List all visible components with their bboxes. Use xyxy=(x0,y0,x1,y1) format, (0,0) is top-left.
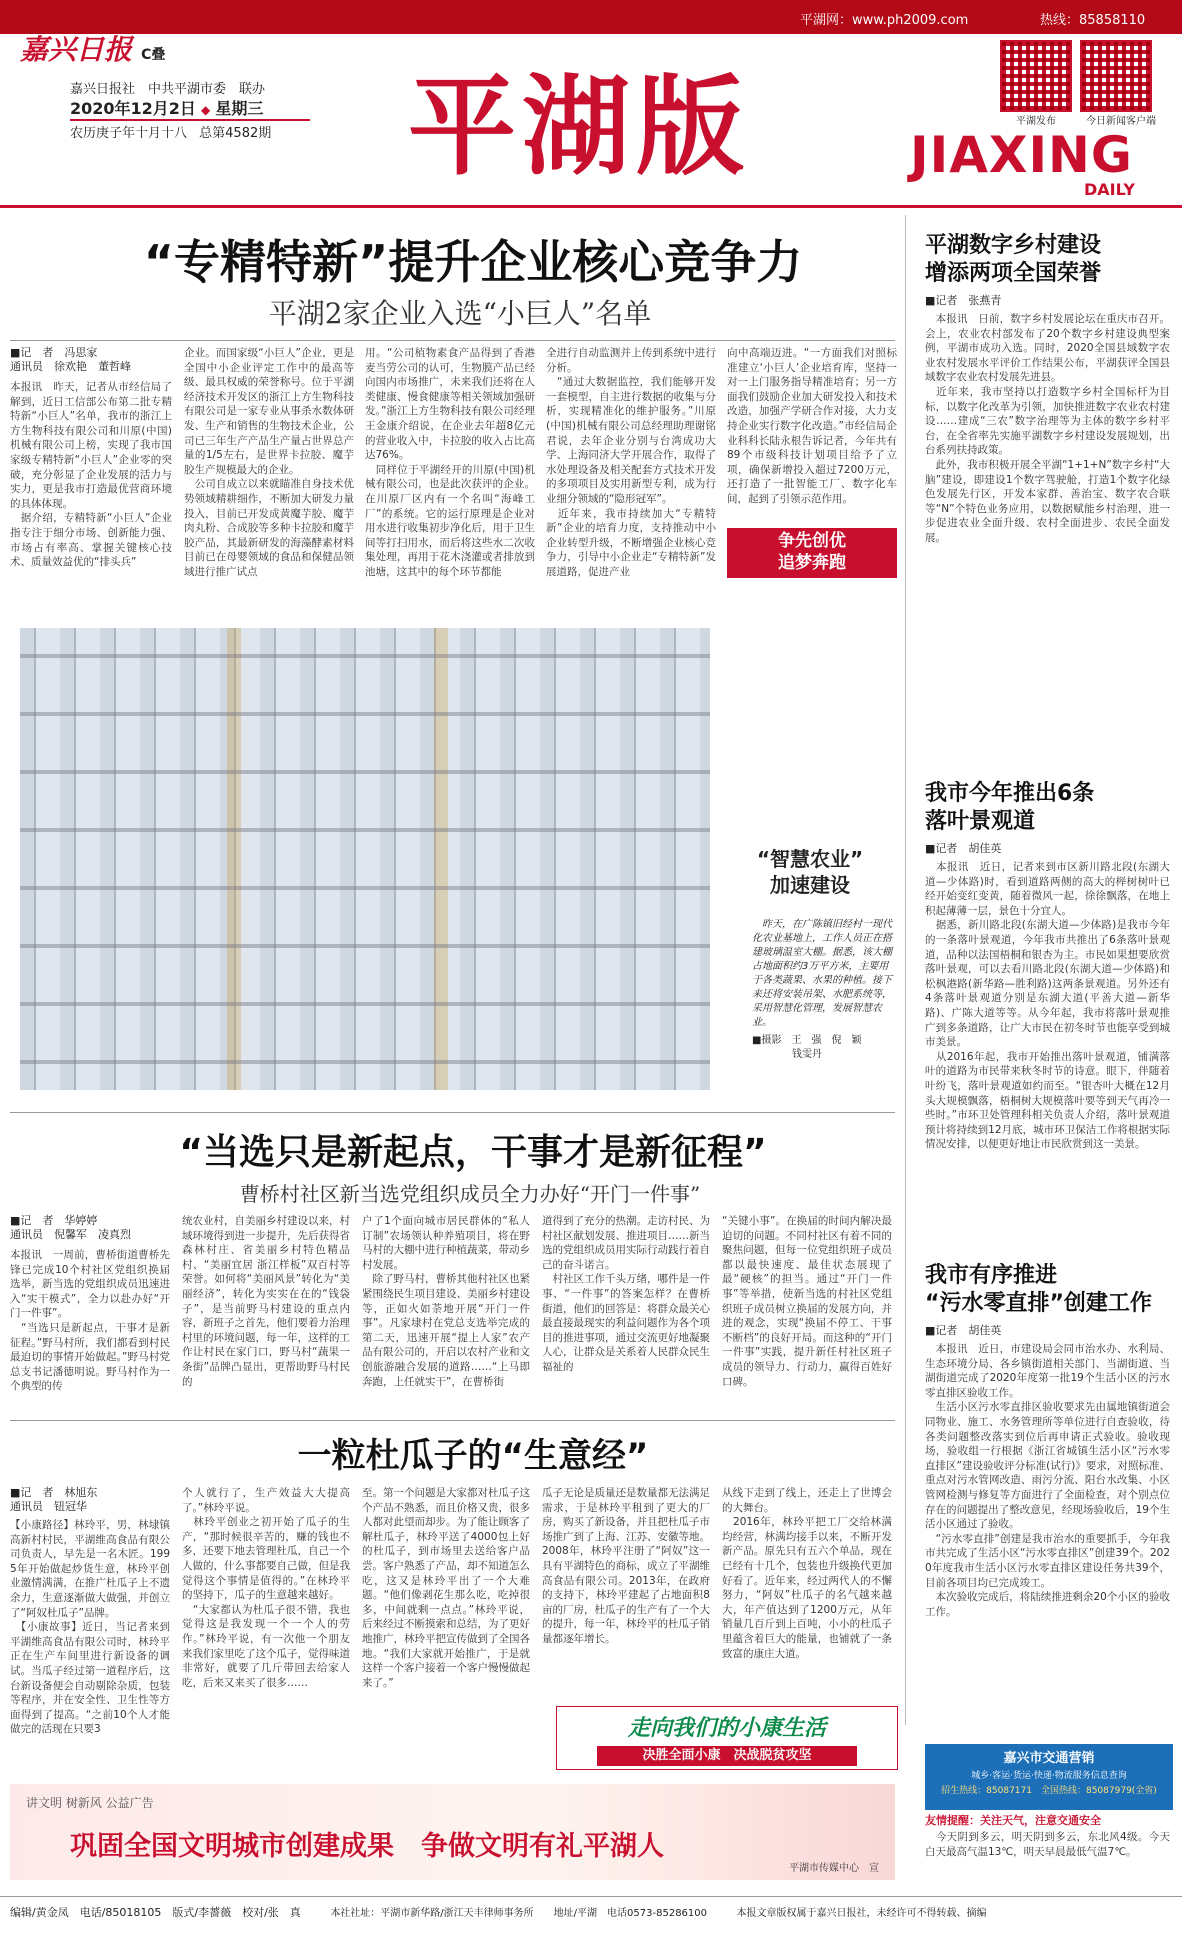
diamond-icon: ◆ xyxy=(201,103,211,117)
issue-number: 总第4582期 xyxy=(199,126,272,141)
second-col-3: 户了1个面向城市居民群体的“私人订制”农场领认种养殖项目，将在野马村的大棚中进行种植蔬菜，带动乡村发展。 除了野马村，曹桥其他村社区也紧紧围绕民生项目建设、美丽乡村建设等，正如火如荼地开展“开门一件事”。凡家埭村在党总支选举完成的第二天，迅速开展“提上人家”农产品有限公司的，开启以农村产业和文创旅游融合发展的道路……“上马即奔跑，上任就实干”，在曹桥街 xyxy=(362,1215,530,1388)
weather-report: 今天阴到多云，明天阴到多云，东北风4级。今天白天最高气温13℃，明天早晨最低气温7℃。 xyxy=(925,1831,1170,1858)
third-col-5: 从线下走到了线上，还走上了世博会的大舞台。 2016年，林玲平把工厂交给林满均经营，林满均接手以来，不断开发新产品。原先只有五六个单品，现在已经有十几个，包装也升级换代更加好看了。近年来，经过两代人的不懈努力，“阿奴”杜瓜子的名气越来越大，年产值达到了1200万元，从年销量几百斤到上百吨，小小的杜瓜子里蕴含着巨大的能量，也铺就了一条致富的康庄大道。 xyxy=(722,1487,892,1660)
third-col-3: 至。第一个问题是大家都对杜瓜子这个产品不熟悉，而且价格又贵，很多人都对此望而却步。为了能让顾客了解杜瓜子，林玲平送了4000包上好的杜瓜子，到市场里去送给客户品尝。客户熟悉了产品，却不知道怎么吃，这又是林玲平出了一个大难题。“他们像剥花生那么吃，吃掉很多，中间就剩一点点。”林玲平说，后来经过不断摸索和总结，为了更好地推广，林玲平把宣传做到了全国各地。“我们大家就开始推广，于是就这样一个客户接着一个客户慢慢做起来了。” xyxy=(362,1487,530,1689)
third-rule xyxy=(10,1420,895,1421)
publishers: 嘉兴日报社 中共平湖市委 联办 xyxy=(70,82,266,97)
qr-code-icon xyxy=(1000,40,1072,112)
second-rule xyxy=(10,1112,895,1113)
banner-text: 巩固全国文明城市创建成果 争做文明有礼平湖人 xyxy=(70,1831,664,1862)
third-headline: 一粒杜瓜子的“生意经” xyxy=(297,1436,649,1476)
right-a3-body: 本报讯 近日，市建设局会同市治水办、水利局、生态环境分局、各乡镇街道相关部门、当湖街道、当湖街道完成了2020年度第一批19个生活小区的污水零直排区验收工作。 生活小区污水零直排区验收要求先由属地镇街道会同物业、施工、水务管理所等单位进行自查验收，待各类问题整改落实到位后再申请正式验收。验收现场，验收组一行根据《浙江省城镇生活小区“污水零直排区”建设验收评分标准(试行)》要求，对照标准、重点对污水管网改造、雨污分流、阳台水改集、小区管网检测与修复等方面进行了全面检查，对个别点位存在的问题提出了整改意见，经现场验收后，19个生活小区通过了验收。 “污水零直排”创建是我市治水的重要抓手，今年我市共完成了生活小区“污水零直排区”创建39个。2020年度我市生活小区污水零直排区建设任务共39个，目前各项目均已完成竣工。 本次验收完成后，将陆续推进剩余20个小区的验收工作。 xyxy=(925,1343,1170,1618)
ad-line1: 城乡·客运·货运·快递·物流服务信息查询 xyxy=(971,1771,1127,1781)
footer-editors: 编辑/黄金凤 电话/85018105 版式/李薔薇 校对/张 真 xyxy=(10,1906,301,1919)
footer xyxy=(10,1904,1175,1920)
right-a1-headline: 平湖数字乡村建设 增添两项全国荣誉 xyxy=(925,233,1102,286)
lead-rule xyxy=(10,340,895,341)
second-col-2: 统农业村，自美丽乡村建设以来，村域环境得到进一步提升，先后获得省森林村庄、省美丽乡村特色精品村、“美丽宜居 浙江样板”双百村等荣誉。如何将“美丽风景”转化为“美丽经济”，转化为实实在在的“钱袋子”，是当前野马村建设的重点内容，新班子之首先，他们要着力治理村里的环境问题，每一年，这样的工作让村民在家门口，野马村“蔬果一条街”品牌凸显出，更帮助野马村民的 xyxy=(182,1215,350,1388)
second-headline: “当选只是新起点，干事才是新征程” xyxy=(179,1132,767,1173)
qr-client[interactable] xyxy=(1080,40,1162,127)
second-byline: ■记 者 华婷婷 通讯员 倪馨军 凌真烈 xyxy=(10,1214,131,1241)
ad-hotline: 招生热线：85087171 全国热线：85087979(全省) xyxy=(941,1786,1157,1796)
second-col-5: “关键小事”。在换届的时间内解决最迫切的问题。不同村社区有着不同的聚焦问题，但每一位党组织班子成员都以最快速度、最佳状态展现了最“硬核”的担当。通过“开门一件事”等举措，使新当选的村社区党组织班子成员树立换届的发展方向，并进的观念，实现“换届不停工、干事不断档”的良好开局。而这种的“开门一件事”实践，提升新任村社区班子成员的领导力、行动力，赢得百姓好口碑。 xyxy=(722,1215,892,1388)
second-col-4: 道得到了充分的热潮。走访村民、为村社区献划发展、推进项目……新当选的党组织成员用实际行动践行着自己的奋斗诺言。 村社区工作千头万绪，哪件是一件事、“一件事”的答案怎样？在曹桥街道，他们的回答是：将群众最关心最直接最现实的利益问题作为各个项目的推进事项，通过交流更好地凝聚人心，让群众是关系着人民群众民生福祉的 xyxy=(542,1215,710,1373)
right-a2-headline: 我市今年推出6条 落叶景观道 xyxy=(925,781,1095,834)
date-line xyxy=(70,96,310,121)
photo-title: “智慧农业” 加速建设 xyxy=(756,847,864,897)
section-letter: C叠 xyxy=(141,47,166,63)
right-a3-headline: 我市有序推进 “污水零直排”创建工作 xyxy=(925,1263,1152,1316)
right-a2-byline: ■记者 胡佳英 xyxy=(925,842,1002,855)
right-a3-byline: ■记者 胡佳英 xyxy=(925,1324,1002,1337)
farm-photo xyxy=(20,628,710,1090)
brand-sub: DAILY xyxy=(1084,180,1135,199)
footer-rule xyxy=(0,1896,1182,1897)
third-col-2: 个人就行了，生产效益大大提高了。”林玲平说。 林玲平创业之初开始了瓜子的生产，“那时候很辛苦的，赚的钱也不多，还要下地去管理杜瓜，自己一个人做的，什么事都要自己做，但是我觉得这个事情是值得的。”在林玲平的坚持下，瓜子的生意越来越好。 “大家都认为杜瓜子很不错，我也觉得这是我发现一个一个人的劳作。”林玲平说，有一次他一个朋友来我们家里吃了这个瓜子，觉得味道非常好，就要了几斤带回去给家人吃，后来又来买了很多…… xyxy=(182,1487,350,1689)
lead-col-3: 用。“公司植物素食产品得到了香港麦当劳公司的认可，生物膜产品已经向国内市场推广，未来我们还将在人类健康、慢食健康等相关领域加强研发。”浙江上方生物科技有限公司经理王金康介绍说，在企业去年超8亿元的营业收入中，卡拉胶的收入占比高达76%。 同样位于平湖经开的川原(中国)机械有限公司，也是此次获评的企业。在川原厂区内有一个名叫“海峰工厂”的系统。它的运行原理是企业对用水进行收集初步净化后，用于卫生间等打扫用水，而后将这些水二次收集处理，再用于花木浇灌或者排放到池塘，这其中的每个环节都能 xyxy=(365,347,535,578)
qr-code-icon xyxy=(1080,40,1152,112)
lead-col-4: 全进行自动监测并上传到系统中进行分析。 “通过大数据监控，我们能够开发一套模型，自主进行数据的收集与分析，实现精准化的维护服务。”川原(中国)机械有限公司总经理助理谢铭君说，去年企业分别与台湾成功大学、上海同济大学开展合作，取得了水处理设备及相关配套方式技术开发的多项项目及实用新型专利，成为行业细分领域的“隐形冠军”。 近年来，我市持续加大“专精特新”企业的培育力度，支持推动中小企业转型升级，不断增强企业核心竞争力，引导中小企业走“专精特新”发展道路，促进产业 xyxy=(546,347,716,578)
right-a1-byline: ■记者 张燕青 xyxy=(925,294,1002,307)
lead-byline: ■记 者 冯思家 通讯员 徐欢艳 董哲峰 xyxy=(10,346,131,373)
brand-logo: JIAXING xyxy=(910,126,1133,184)
banner-small: 讲文明 树新风 公益广告 xyxy=(26,1796,154,1810)
photo-caption: 昨天，在广陈镇旧经村一现代化农业基地上，工作人员正在搭建玻璃温室大棚。据悉，该大棚占地面积约3万平方米，主要用于各类蔬果、水果的种植。接下来还将安装吊架、水肥系统等，采用智慧化管理，发展智慧农业。 xyxy=(752,919,892,1028)
second-subtitle: 曹桥村社区新当选党组织成员全力办好“开门一件事” xyxy=(239,1182,701,1206)
badge-main: 走向我们的小康生活 xyxy=(627,1715,826,1741)
ad-reminder: 友情提醒：关注天气，注意交通安全 xyxy=(925,1814,1101,1827)
civic-banner xyxy=(10,1784,895,1880)
date: 2020年12月2日 xyxy=(70,99,196,118)
banner-credit: 平湖市传媒中心 宣 xyxy=(789,1863,879,1874)
third-col-1: 【小康路径】林玲平，男，林埭镇高新村村民，平湖维高食品有限公司负责人，早先是一名木匠。1995年开始做起炒货生意，林玲平创业激情满满，在推广杜瓜子上不遗余力，生意逐渐做大做强，并创立了“阿奴杜瓜子”品牌。 【小康故事】近日，当记者来到平湖维高食品有限公司时，林玲平正在生产车间里进行新设备的调试。当瓜子经过第一道程序后，这台新设备便会自动剔除杂质，包装等程序，并在安全性、卫生性等方面得到了提高。“之前10个人才能做完的活现在只要3 xyxy=(10,1519,170,1736)
lead-headline: “专精特新”提升企业核心竞争力 xyxy=(143,235,803,289)
lunar-issue xyxy=(70,122,271,141)
stamp-badge: 争先创优 追梦奔跑 xyxy=(727,528,897,578)
lead-col-5: 向中高端迈进。“一方面我们对照标准建立‘小巨人’企业培育库，坚持一对一上门服务指导精准培育；另一方面我们鼓励企业加大研发投入和技术改造，加强产学研合作对接，大力支持企业实行数字化改造。”市经信局企业科科长陆永根告诉记者，今年共有89个市级科技计划项目给予了立项，确保新增投入超过7200万元，还打造了一批智能工厂、数字化车间，起到了引领示范作用。 xyxy=(727,347,897,505)
lead-subtitle: 平湖2家企业入选“小巨人”名单 xyxy=(268,297,652,330)
qr-label: 今日新闻客户端 xyxy=(1086,116,1156,127)
edition-title: 平湖版 xyxy=(408,64,751,190)
qr-fabu[interactable] xyxy=(1000,40,1072,127)
lunar-date: 农历庚子年十月十八 xyxy=(70,126,188,141)
footer-note: 本报文章版权属于嘉兴日报社，未经许可不得转载、摘编 xyxy=(736,1908,987,1919)
right-a1-body: 本报讯 日前，数字乡村发展论坛在重庆市召开。会上，农业农村部发布了20个数字乡村建设典型案例，平湖市成功入选。同时，2020全国县域数字农业农村发展水平评价工作结果公布，平湖获评全国县域数字农业农村发展先进县。 近年来，我市坚持以打造数字乡村全国标杆为目标，以数字化改革为引领，加快推进数字农业农村建设……建成“三农”数字治理等为主体的数字乡村平台，在全省率先实施平湖数字乡村建设发展规划，出台系列扶持政策。 此外，我市积极开展全平湖“1+1+N”数字乡村“大脑”建设，即建设1个数字驾驶舱，打造1个数字化绿色发展先行区，开发本家群、善治宝、数字农合联等“N”个特色业务应用，以数据赋能乡村治理，进一步促进农业全面升级、农村全面进步、农民全面发展。 xyxy=(925,313,1170,544)
lead-col-1: 本报讯 昨天，记者从市经信局了解到，近日工信部公布第二批专精特新“小巨人”名单，我市的浙江上方生物科技有限公司和川原(中国)机械有限公司上榜，实现了我市国家级专精特新“小巨人”企业零的突破，充分彰显了企业发展的活力与实力，更是我市打造最优营商环境的具体体现。 据介绍，专精特新“小巨人”企业指专注于细分市场、创新能力强、市场占有率高、掌握关键核心技术、质量效益优的“排头兵” xyxy=(10,381,172,569)
ad-title: 嘉兴市交通营销 xyxy=(1003,1751,1095,1766)
third-col-4: 瓜子无论是质量还是数量都无法满足需求，于是林玲平租到了更大的厂房，购买了新设备，并且把杜瓜子市场推广到了上海、江苏、安徽等地。2008年，林玲平注册了“阿奴”这一具有平湖特色的商标，成立了平湖维高食品有限公司。2013年，在政府的支持下，林玲平建起了占地面积8亩的厂房，杜瓜子的生产有了一个大的提升，每一年，林玲平的杜瓜子销量都逐年增长。 xyxy=(542,1487,710,1645)
weekday: 星期三 xyxy=(215,99,264,118)
second-col-1: 本报讯 一周前，曹桥街道曹桥先锋已完成10个村社区党组织换届选举，新当选的党组织成员迅速进入“实干模式”，全力以赴办好“开门一件事”。 “当选只是新起点，干事才是新征程。”野马村所，我们都看到村民最迫切的事情开始做起。”野马村党总支书记潘德明说。野马村作为一个典型的传 xyxy=(10,1249,170,1393)
lead-col-2: 企业。而国家级“小巨人”企业，更是全国中小企业评定工作中的最高等级、最具权威的荣誉称号。位于平湖经济技术开发区的浙江上方生物科技有限公司是一家专业从事杀水数体研发、生产和销售的生物技术企业，公司已三年生产产品生产量占世界总产量的1/5左右，是世界卡拉胶、魔芋胶生产规模最大的企业。 公司自成立以来就瞄准自身技术优势领域精耕细作，不断加大研发力量投入，目前已开发成黄魔芋胶、魔芋肉丸粉、合成胶等多种卡拉胶和魔芋胶产品，其最新研发的海藻酵素材料目前已在母婴领域的食品和保健品领域进行推广试点 xyxy=(184,347,354,578)
transport-ad[interactable] xyxy=(925,1744,1173,1810)
badge-sub: 决胜全面小康 决战脱贫攻坚 xyxy=(597,1746,857,1766)
masthead-logo xyxy=(20,28,240,68)
footer-address: 本社社址：平湖市新华路/浙江天丰律师事务所 地址/平湖 电话0573-85286100 xyxy=(330,1908,708,1919)
column-divider xyxy=(905,215,906,1725)
hotline: 热线：85858110 xyxy=(1040,13,1146,28)
photo-credit: ■摄影 王 强 倪 颖 钱雯丹 xyxy=(752,1035,862,1060)
right-a2-body: 本报讯 近日，记者来到市区新川路北段(东湖大道—少体路)时，看到道路两侧的高大的榉树树叶已经开始变红变黄，随着微风一起，徐徐飘落，在地上积起薄薄一层，景色十分宜人。 据悉，新川路北段(东湖大道—少体路)是我市今年的一条落叶景观道，今年我市共推出了6条落叶景观道，品种以法国梧桐和银杏为主。市民如果想要欣赏落叶景观，可以去看川路北段(东湖大道—少体路)和松枫港路(新华路—胜利路)这两条景观道。另外还有4条落叶景观道分别是东湖大道(平善大道—新华路)、广陈大道等等。从今年起，我市将落叶景观推广到多条道路，让广大市民在初冬时节也能享受到城市美景。 从2016年起，我市开始推出落叶景观道，铺满落叶的道路为市民带来秋冬时节的诗意。眼下，伴随着叶纷飞，落叶景观道如约而至。“银杏叶大概在12月头大规模飘落，梧桐树大规模落叶要等到天气再冷一些时。”市环卫处管理科相关负责人介绍，落叶景观道预计将持续到12月底，城市环卫保洁工作将根据实际情况安排，以便更好地让市民欣赏到这一美景。 xyxy=(925,861,1170,1151)
site-url[interactable]: 平湖网：www.ph2009.com xyxy=(800,13,969,28)
xiaokang-badge xyxy=(556,1706,898,1770)
third-byline: ■记 者 林旭东 通讯员 钮冠华 xyxy=(10,1486,98,1513)
masthead-divider xyxy=(0,205,1182,208)
newspaper-logo: 嘉兴日报 xyxy=(20,33,133,66)
qr-label: 平湖发布 xyxy=(1016,116,1056,127)
